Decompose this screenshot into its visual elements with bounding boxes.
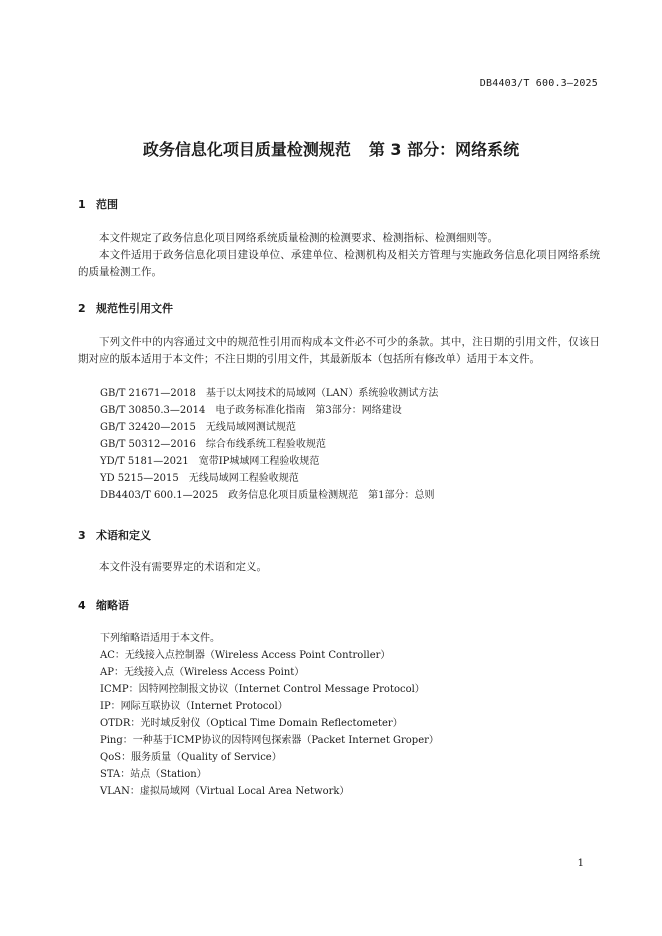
- page-number: 1: [577, 858, 584, 869]
- section-heading-normative-references: [78, 300, 173, 316]
- section-title: 范围: [96, 198, 118, 211]
- section-title: 规范性引用文件: [96, 302, 173, 315]
- abbreviation-list: [100, 630, 439, 800]
- standard-code: DB4403/T 600.3—2025: [479, 78, 598, 89]
- title-part: 第 3 部分：网络系统: [368, 140, 520, 159]
- paragraph: 本文件规定了政务信息化项目网络系统质量检测的检测要求、检测指标、检测细则等。: [99, 232, 498, 244]
- reference-item: YD/T 5181—2021 宽带IP城域网工程验收规范: [100, 456, 320, 467]
- references-intro: [78, 334, 600, 368]
- reference-item: GB/T 32420—2015 无线局域网测试规范: [100, 422, 296, 433]
- paragraph: 下列文件中的内容通过文中的规范性引用而构成本文件必不可少的条款。其中，注日期的引用文件，仅该日期对应的版本适用于本文件；不注日期的引用文件，其最新版本（包括所有修改单）适用于本文件。: [78, 336, 600, 365]
- reference-item: GB/T 21671—2018 基于以太网技术的局域网（LAN）系统验收测试方法: [100, 388, 439, 399]
- abbreviation-item: Ping：一种基于ICMP协议的因特网包探索器（Packet Internet Groper）: [100, 735, 439, 746]
- document-title: [0, 137, 662, 160]
- abbreviation-item: VLAN：虚拟局域网（Virtual Local Area Network）: [100, 786, 350, 797]
- paragraph: 本文件没有需要界定的术语和定义。: [99, 561, 267, 573]
- reference-item: YD 5215—2015 无线局域网工程验收规范: [100, 473, 299, 484]
- abbreviation-item: QoS：服务质量（Quality of Service）: [100, 752, 282, 763]
- scope-paragraphs: [78, 230, 600, 281]
- abbreviation-item: AP：无线接入点（Wireless Access Point）: [100, 667, 305, 678]
- abbreviation-item: AC：无线接入点控制器（Wireless Access Point Controller）: [100, 650, 391, 661]
- reference-item: DB4403/T 600.1—2025 政务信息化项目质量检测规范 第1部分：总则: [100, 490, 435, 501]
- section-heading-terms: [78, 527, 151, 543]
- section-title: 缩略语: [96, 599, 129, 612]
- section-title: 术语和定义: [96, 529, 151, 542]
- title-main: 政务信息化项目质量检测规范: [142, 140, 351, 159]
- abbreviations-intro: 下列缩略语适用于本文件。: [100, 633, 220, 644]
- reference-list: [100, 385, 438, 504]
- abbreviation-item: OTDR：光时域反射仪（Optical Time Domain Reflectometer）: [100, 718, 403, 729]
- section-heading-scope: [78, 196, 118, 212]
- section-number: 4: [78, 599, 86, 612]
- paragraph: 本文件适用于政务信息化项目建设单位、承建单位、检测机构及相关方管理与实施政务信息化项目网络系统的质量检测工作。: [78, 249, 600, 278]
- section-number: 1: [78, 198, 86, 211]
- section-number: 3: [78, 529, 86, 542]
- section-heading-abbreviations: [78, 597, 129, 613]
- abbreviation-item: STA：站点（Station）: [100, 769, 207, 780]
- terms-paragraph: [78, 559, 600, 576]
- abbreviation-item: IP：网际互联协议（Internet Protocol）: [100, 701, 288, 712]
- section-number: 2: [78, 302, 86, 315]
- abbreviation-item: ICMP：因特网控制报文协议（Internet Control Message Protocol）: [100, 684, 425, 695]
- reference-item: GB/T 30850.3—2014 电子政务标准化指南 第3部分：网络建设: [100, 405, 402, 416]
- reference-item: GB/T 50312—2016 综合布线系统工程验收规范: [100, 439, 326, 450]
